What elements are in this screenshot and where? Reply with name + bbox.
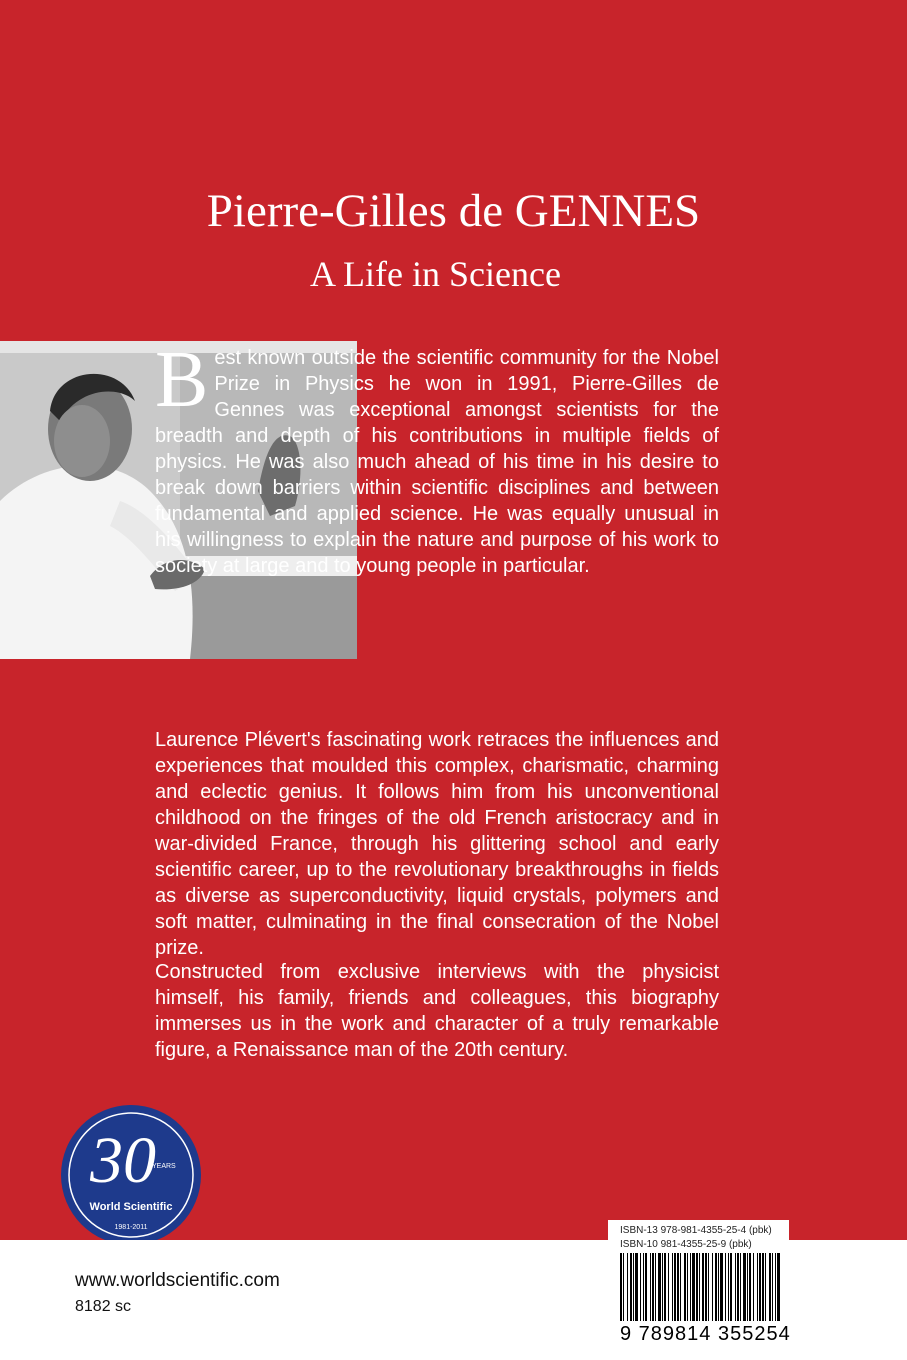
blurb-paragraph-1-text: est known outside the scientific community for the Nobel Prize in Physics he won in 1991, Pierre-Gilles de Gennes was exceptional amongst scientists for the breadth and depth of his contributions in multiple fields of physics. He was also much ahead of his time in his desire to break down barriers within scientific disciplines and between fundamental and applied science. He was equally unusual in his willingness to explain the nature and purpose of his work to society at large and to young people in particular.: [155, 347, 719, 577]
barcode-bars: [608, 1253, 789, 1323]
barcode-digits: 9 789814 355254: [620, 1323, 791, 1345]
product-code: 8182 sc: [75, 1298, 132, 1315]
publisher-url: www.worldscientific.com: [75, 1270, 280, 1291]
logo-name: World Scientific: [89, 1201, 173, 1213]
blurb-paragraph-1: [155, 336, 719, 579]
world-scientific-30-years-logo: [60, 1104, 202, 1246]
logo-number: 30: [90, 1124, 156, 1197]
drop-cap: B: [155, 336, 209, 424]
isbn-barcode-block: [608, 1220, 789, 1346]
logo-years: YEARS: [152, 1163, 176, 1170]
book-subtitle: A Life in Science: [310, 254, 561, 294]
logo-years-range: 1981-2011: [114, 1224, 148, 1231]
isbn-10: ISBN-10 981-4355-25-9 (pbk): [620, 1239, 752, 1250]
book-title: Pierre-Gilles de GENNES: [206, 185, 701, 237]
isbn-13: ISBN-13 978-981-4355-25-4 (pbk): [620, 1225, 772, 1236]
blurb-paragraph-3: Constructed from exclusive interviews with the physicist himself, his family, friends and colleagues, this biography immerses us in the work and character of a truly remarkable figure, a Renaissance man of the 20th century.: [155, 961, 719, 1061]
blurb-paragraph-2: Laurence Plévert's fascinating work retraces the influences and experiences that moulded this complex, charismatic, charming and eclectic genius. It follows him from his unconventional childhood on the fringes of the old French aristocracy and in war-divided France, through his glittering school and early scientific career, up to the revolutionary breakthroughs in fields as diverse as superconductivity, liquid crystals, polymers and soft matter, culminating in the final consecration of the Nobel prize.: [155, 729, 719, 959]
